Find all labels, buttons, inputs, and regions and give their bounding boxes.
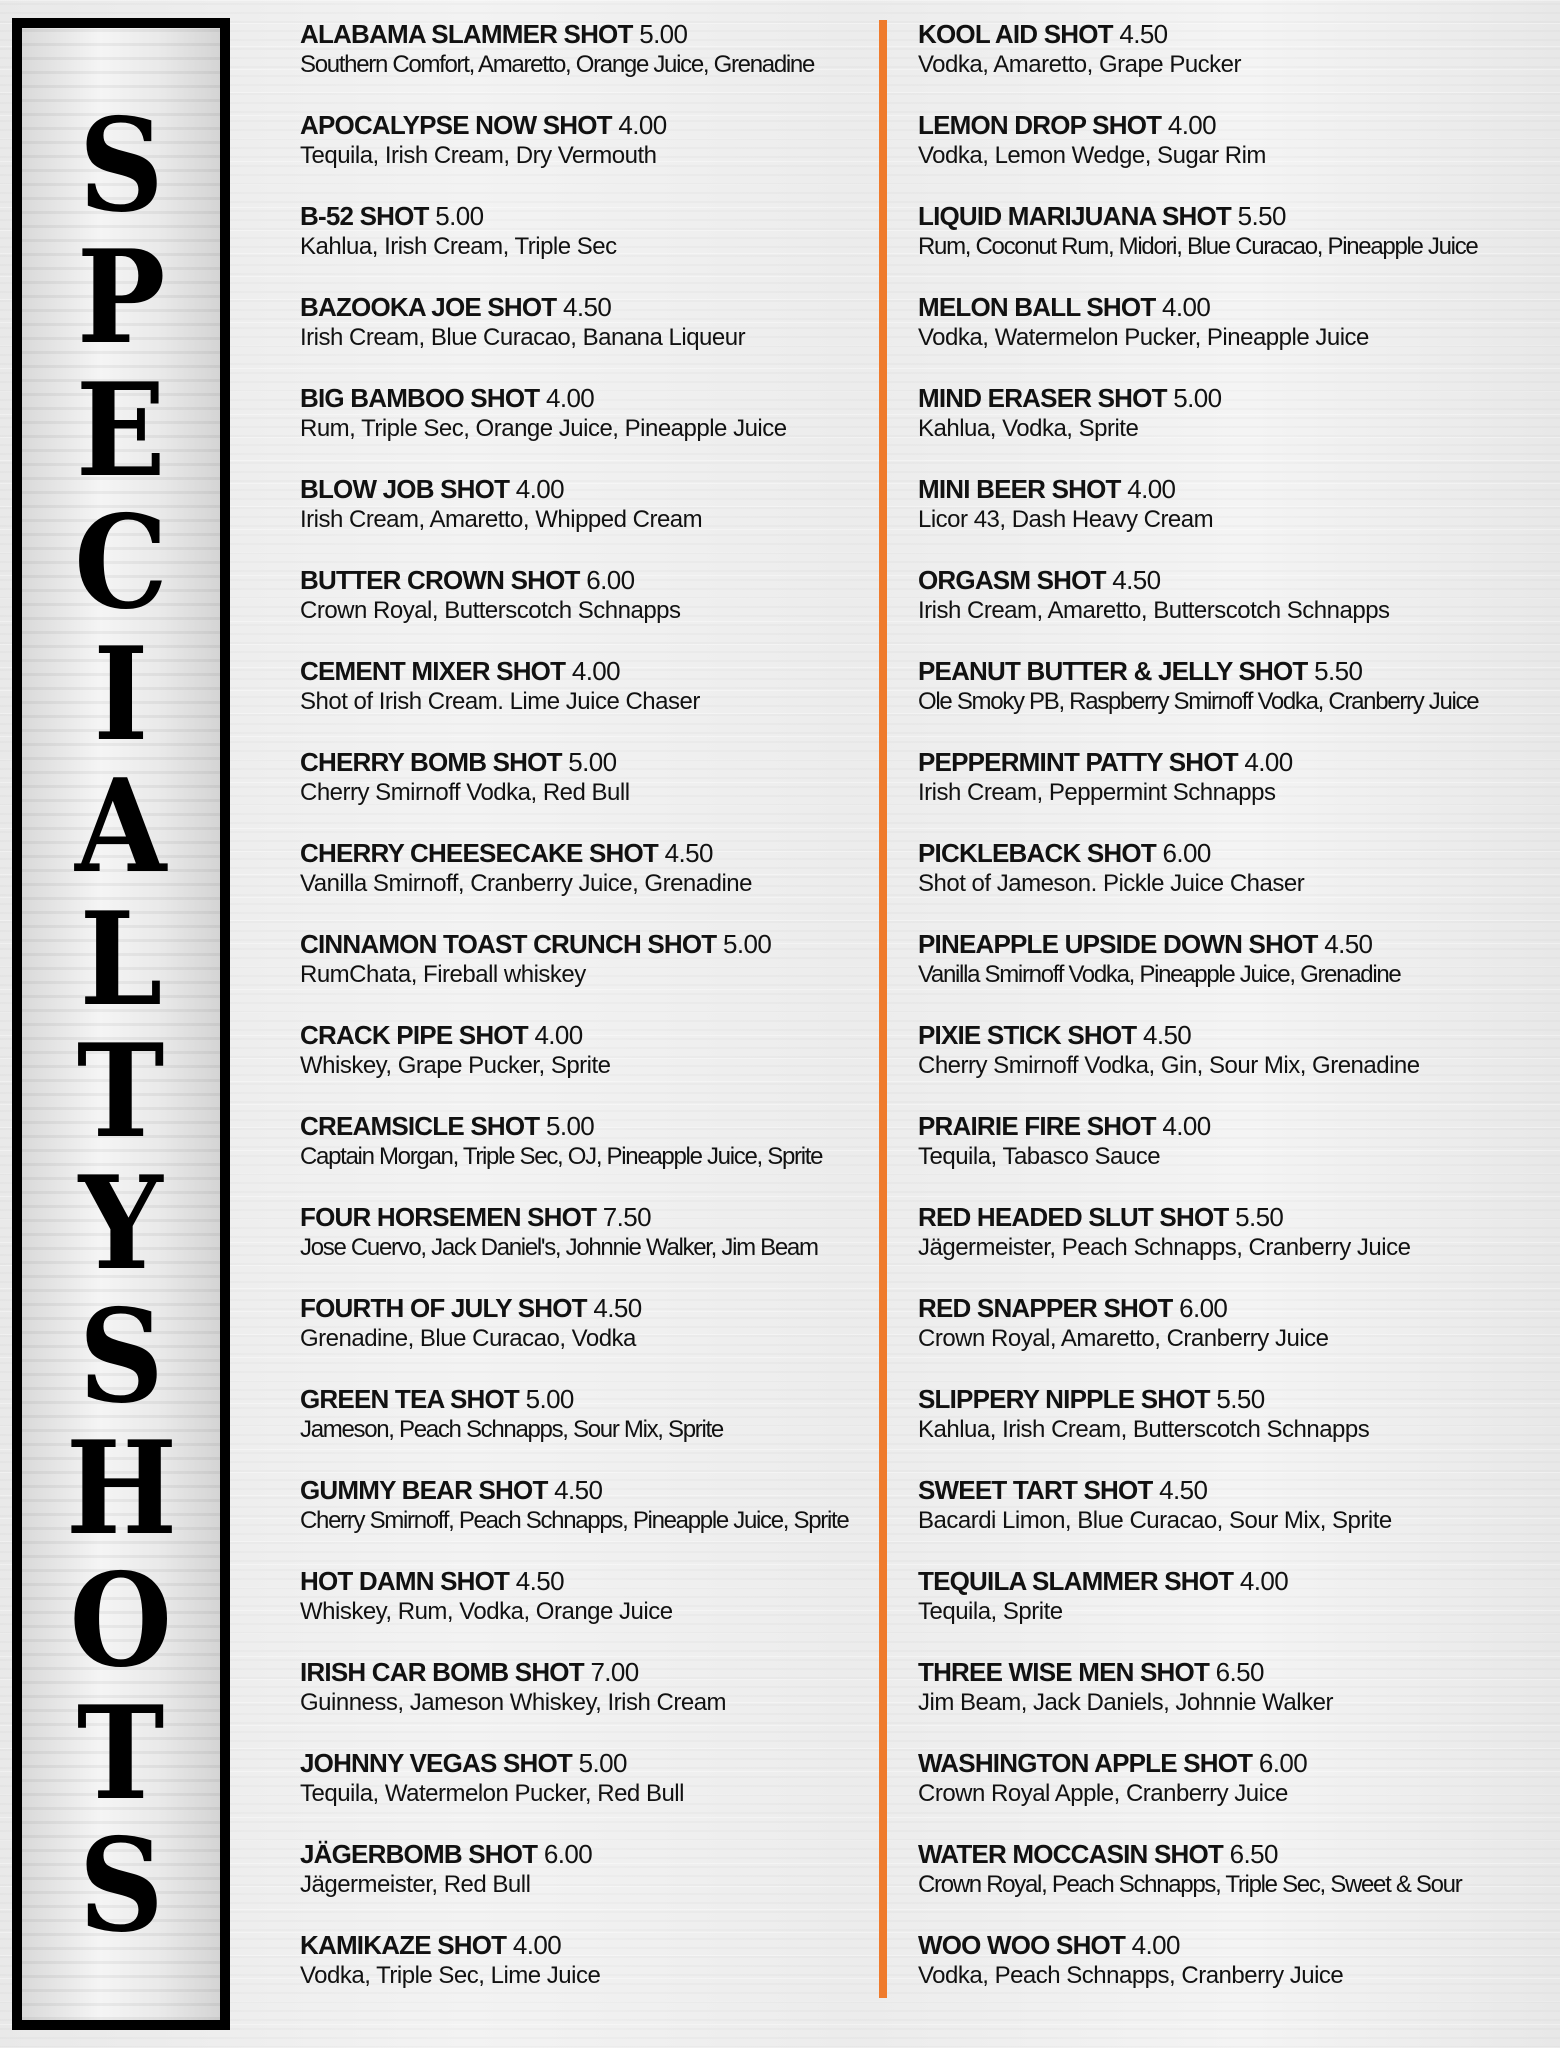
menu-item-name: TEQUILA SLAMMER SHOT — [918, 1566, 1234, 1596]
menu-item-ingredients: Irish Cream, Amaretto, Butterscotch Schnapps — [918, 597, 1390, 624]
menu-item-heading — [300, 1747, 870, 1779]
menu-item-name: THREE WISE MEN SHOT — [918, 1657, 1210, 1687]
menu-item-ingredients: Whiskey, Rum, Vodka, Orange Juice — [300, 1598, 673, 1625]
menu-item-ingredients: Crown Royal Apple, Cranberry Juice — [918, 1780, 1288, 1807]
menu-item — [300, 564, 870, 655]
menu-item-name: MELON BALL SHOT — [918, 292, 1156, 322]
title-letter: A — [75, 752, 167, 903]
menu-item-price: 6.50 — [1229, 1839, 1278, 1869]
menu-item-heading — [918, 109, 1554, 141]
menu-item — [918, 655, 1554, 746]
menu-item-ingredients: Jameson, Peach Schnapps, Sour Mix, Sprite — [300, 1416, 723, 1443]
menu-item-ingredients: Bacardi Limon, Blue Curacao, Sour Mix, Sprite — [918, 1507, 1392, 1534]
menu-item-name: FOUR HORSEMEN SHOT — [300, 1202, 597, 1232]
menu-column-right — [918, 18, 1554, 2020]
menu-item-name: HOT DAMN SHOT — [300, 1566, 510, 1596]
menu-item-ingredients: Kahlua, Vodka, Sprite — [918, 415, 1139, 442]
menu-item-ingredients: Jose Cuervo, Jack Daniel's, Johnnie Walker, Jim Beam — [300, 1234, 818, 1261]
menu-item-price: 4.50 — [554, 1475, 603, 1505]
menu-item — [918, 291, 1554, 382]
menu-item-price: 6.00 — [1258, 1748, 1308, 1778]
menu-item-name: MIND ERASER SHOT — [918, 383, 1167, 413]
menu-item-heading — [300, 382, 870, 414]
menu-item-heading — [918, 655, 1554, 687]
menu-item-name: PINEAPPLE UPSIDE DOWN SHOT — [918, 929, 1318, 959]
menu-item — [918, 564, 1554, 655]
menu-item-price: 4.00 — [1131, 1930, 1180, 1960]
menu-item-name: KAMIKAZE SHOT — [300, 1930, 507, 1960]
menu-item — [300, 1656, 870, 1747]
menu-item — [918, 109, 1554, 200]
menu-item-ingredients: Ole Smoky PB, Raspberry Smirnoff Vodka, Cranberry Juice — [918, 688, 1479, 715]
menu-item-name: WASHINGTON APPLE SHOT — [918, 1748, 1253, 1778]
menu-item-ingredients: Captain Morgan, Triple Sec, OJ, Pineapple Juice, Sprite — [300, 1143, 823, 1170]
menu-item-ingredients: Jim Beam, Jack Daniels, Johnnie Walker — [918, 1689, 1333, 1716]
menu-item-price: 4.00 — [1162, 1111, 1211, 1141]
menu-item — [918, 1929, 1554, 2020]
menu-item-heading — [300, 18, 870, 50]
menu-item — [918, 200, 1554, 291]
title-letter: T — [77, 1017, 165, 1168]
menu-item-heading — [918, 291, 1554, 323]
menu-item-ingredients: Kahlua, Irish Cream, Triple Sec — [300, 233, 617, 260]
menu-item-heading — [300, 1383, 870, 1415]
menu-item-ingredients: Tequila, Tabasco Sauce — [918, 1143, 1161, 1170]
menu-item — [300, 1019, 870, 1110]
menu-item-heading — [300, 1292, 870, 1324]
menu-item-ingredients: Crown Royal, Amaretto, Cranberry Juice — [918, 1325, 1329, 1352]
menu-item-name: LIQUID MARIJUANA SHOT — [918, 201, 1232, 231]
menu-item-price: 5.00 — [1173, 383, 1222, 413]
menu-item-name: BUTTER CROWN SHOT — [300, 565, 580, 595]
menu-item-name: GREEN TEA SHOT — [300, 1384, 519, 1414]
menu-item-heading — [918, 746, 1554, 778]
menu-item-ingredients: Whiskey, Grape Pucker, Sprite — [300, 1052, 611, 1079]
menu-item-price: 7.50 — [602, 1202, 652, 1232]
title-letter: S — [78, 91, 164, 241]
menu-item — [300, 1383, 870, 1474]
menu-item-heading — [918, 382, 1554, 414]
menu-item-heading — [918, 1838, 1554, 1870]
menu-item-heading — [300, 1110, 870, 1142]
menu-item-name: BIG BAMBOO SHOT — [300, 383, 540, 413]
menu-item-price: 6.00 — [1162, 838, 1211, 868]
menu-item-name: APOCALYPSE NOW SHOT — [300, 110, 612, 140]
menu-item-name: PIXIE STICK SHOT — [918, 1020, 1137, 1050]
menu-item-name: ALABAMA SLAMMER SHOT — [300, 19, 633, 49]
title-letter: C — [74, 487, 168, 638]
menu-item-price: 5.00 — [578, 1748, 627, 1778]
menu-item-price: 6.50 — [1215, 1657, 1264, 1687]
menu-item — [300, 1110, 870, 1201]
menu-item-ingredients: Irish Cream, Amaretto, Whipped Cream — [300, 506, 703, 533]
menu-item-name: BAZOOKA JOE SHOT — [300, 292, 557, 322]
menu-item-name: PICKLEBACK SHOT — [918, 838, 1156, 868]
menu-item — [300, 655, 870, 746]
menu-item-name: KOOL AID SHOT — [918, 19, 1113, 49]
menu-item-price: 4.50 — [563, 292, 612, 322]
menu-item-name: B-52 SHOT — [300, 201, 429, 231]
menu-item-name: BLOW JOB SHOT — [300, 474, 510, 504]
menu-item — [918, 1110, 1554, 1201]
menu-item-ingredients: Vodka, Peach Schnapps, Cranberry Juice — [918, 1962, 1344, 1989]
title-letter: I — [93, 620, 149, 771]
menu-item-price: 4.00 — [1162, 292, 1211, 322]
menu-item-heading — [918, 564, 1554, 596]
title-letter: S — [78, 1281, 164, 1432]
menu-item-heading — [918, 1383, 1554, 1415]
menu-item-price: 4.50 — [664, 838, 713, 868]
menu-item-ingredients: Vodka, Amaretto, Grape Pucker — [918, 51, 1242, 78]
title-letter: H — [65, 1413, 177, 1564]
menu-item-price: 4.50 — [515, 1566, 564, 1596]
menu-item-heading — [300, 1929, 870, 1961]
title-letter: L — [79, 884, 163, 1035]
menu-item-heading — [918, 18, 1554, 50]
title-letter: E — [76, 355, 166, 506]
menu-item-name: GUMMY BEAR SHOT — [300, 1475, 548, 1505]
menu-item-heading — [918, 200, 1554, 232]
title-letter: P — [76, 223, 166, 374]
menu-item-heading — [300, 928, 870, 960]
menu-item-ingredients: Irish Cream, Peppermint Schnapps — [918, 779, 1276, 806]
menu-item-name: CRACK PIPE SHOT — [300, 1020, 528, 1050]
menu-item-heading — [300, 1474, 870, 1506]
menu-item-heading — [300, 564, 870, 596]
menu-item-price: 4.00 — [571, 656, 621, 686]
menu-item — [918, 1656, 1554, 1747]
menu-item-ingredients: Tequila, Sprite — [918, 1598, 1063, 1625]
menu-item-heading — [918, 1474, 1554, 1506]
menu-item-price: 4.00 — [1127, 474, 1176, 504]
menu-item — [918, 382, 1554, 473]
title-letter: O — [69, 1546, 173, 1697]
menu-item — [918, 1019, 1554, 1110]
menu-item-ingredients: Licor 43, Dash Heavy Cream — [918, 506, 1214, 533]
menu-item — [918, 928, 1554, 1019]
menu-item-ingredients: Vanilla Smirnoff Vodka, Pineapple Juice, Grenadine — [918, 961, 1401, 988]
menu-item — [300, 746, 870, 837]
menu-item-price: 4.00 — [534, 1020, 583, 1050]
menu-item — [300, 837, 870, 928]
menu-item-price: 6.00 — [586, 565, 635, 595]
menu-item-heading — [300, 1565, 870, 1597]
menu-item-name: WATER MOCCASIN SHOT — [918, 1839, 1223, 1869]
menu-item — [300, 1838, 870, 1929]
menu-item-price: 5.50 — [1314, 656, 1363, 686]
menu-item — [918, 746, 1554, 837]
menu-item-ingredients: Tequila, Watermelon Pucker, Red Bull — [300, 1780, 684, 1807]
menu-item-price: 6.00 — [543, 1839, 593, 1869]
menu-item-name: SLIPPERY NIPPLE SHOT — [918, 1384, 1210, 1414]
menu-item-name: FOURTH OF JULY SHOT — [300, 1293, 587, 1323]
menu-item-name: CHERRY CHEESECAKE SHOT — [300, 838, 659, 868]
menu-item-ingredients: Vodka, Lemon Wedge, Sugar Rim — [918, 142, 1266, 169]
menu-item-name: SWEET TART SHOT — [918, 1475, 1153, 1505]
menu-item-name: MINI BEER SHOT — [918, 474, 1121, 504]
menu-item-price: 4.00 — [515, 474, 564, 504]
menu-item-price: 5.00 — [435, 201, 484, 231]
menu-item-ingredients: Cherry Smirnoff, Peach Schnapps, Pineapple Juice, Sprite — [300, 1507, 849, 1534]
menu-item-ingredients: Vodka, Watermelon Pucker, Pineapple Juice — [918, 324, 1369, 351]
menu-item-name: PRAIRIE FIRE SHOT — [918, 1111, 1156, 1141]
menu-item-price: 5.00 — [568, 747, 617, 777]
menu-item-price: 4.00 — [1244, 747, 1293, 777]
menu-item-heading — [918, 1292, 1554, 1324]
menu-item-heading — [918, 1565, 1554, 1597]
menu-item — [300, 1929, 870, 2020]
menu-item-price: 4.50 — [1142, 1020, 1192, 1050]
menu-item — [918, 1747, 1554, 1838]
menu-item-price: 5.50 — [1216, 1384, 1265, 1414]
menu-item-ingredients: Vanilla Smirnoff, Cranberry Juice, Grenadine — [300, 870, 752, 897]
menu-item-heading — [918, 1929, 1554, 1961]
menu-item-ingredients: Jägermeister, Peach Schnapps, Cranberry Juice — [918, 1234, 1411, 1261]
menu-item-name: CINNAMON TOAST CRUNCH SHOT — [300, 929, 717, 959]
menu-item-name: RED SNAPPER SHOT — [918, 1293, 1173, 1323]
menu-column-left — [300, 18, 870, 2020]
menu-item-heading — [300, 1019, 870, 1051]
menu-item-name: RED HEADED SLUT SHOT — [918, 1202, 1229, 1232]
menu-item-price: 5.50 — [1235, 1202, 1284, 1232]
menu-item-name: LEMON DROP SHOT — [918, 110, 1162, 140]
menu-item-heading — [300, 200, 870, 232]
menu-item-price: 4.00 — [1167, 110, 1217, 140]
menu-item-heading — [300, 473, 870, 505]
menu-item-heading — [300, 1838, 870, 1870]
menu-item-ingredients: Shot of Irish Cream. Lime Juice Chaser — [300, 688, 700, 715]
menu-item-ingredients: Southern Comfort, Amaretto, Orange Juice, Grenadine — [300, 51, 815, 78]
menu-item — [300, 1201, 870, 1292]
menu-item-price: 4.00 — [545, 383, 595, 413]
menu-item-ingredients: Grenadine, Blue Curacao, Vodka — [300, 1325, 636, 1352]
menu-item-ingredients: Rum, Triple Sec, Orange Juice, Pineapple Juice — [300, 415, 787, 442]
menu-item-ingredients: Kahlua, Irish Cream, Butterscotch Schnapps — [918, 1416, 1370, 1443]
menu-item-name: CEMENT MIXER SHOT — [300, 656, 566, 686]
menu-item-heading — [918, 1747, 1554, 1779]
menu-item-heading — [300, 837, 870, 869]
menu-item-ingredients: Shot of Jameson. Pickle Juice Chaser — [918, 870, 1305, 897]
menu-item-ingredients: Crown Royal, Butterscotch Schnapps — [300, 597, 681, 624]
menu-item-heading — [300, 291, 870, 323]
menu-item — [918, 1201, 1554, 1292]
menu-item-price: 4.00 — [1239, 1566, 1289, 1596]
menu-item-price: 5.00 — [545, 1111, 595, 1141]
menu-item-ingredients: Cherry Smirnoff Vodka, Red Bull — [300, 779, 630, 806]
banner-board — [22, 28, 220, 2020]
menu-item — [300, 928, 870, 1019]
menu-item-ingredients: Guinness, Jameson Whiskey, Irish Cream — [300, 1689, 727, 1716]
menu-item-ingredients: Jägermeister, Red Bull — [300, 1871, 531, 1898]
menu-item-price: 4.50 — [593, 1293, 642, 1323]
menu-item-heading — [918, 1110, 1554, 1142]
menu-item — [918, 1383, 1554, 1474]
title-letter: S — [78, 1810, 164, 1961]
menu-item-price: 6.00 — [1179, 1293, 1228, 1323]
menu-item-ingredients: Irish Cream, Blue Curacao, Banana Liqueur — [300, 324, 746, 351]
menu-item — [300, 382, 870, 473]
menu-item-ingredients: Crown Royal, Peach Schnapps, Triple Sec, Sweet & Sour — [918, 1871, 1462, 1898]
menu-item-ingredients: Tequila, Irish Cream, Dry Vermouth — [300, 142, 657, 169]
menu-item-ingredients: Rum, Coconut Rum, Midori, Blue Curacao, Pineapple Juice — [918, 233, 1478, 260]
menu-item-name: CHERRY BOMB SHOT — [300, 747, 562, 777]
specialty-shots-banner — [12, 18, 230, 2030]
menu-item-name: IRISH CAR BOMB SHOT — [300, 1657, 584, 1687]
menu-item-heading — [300, 655, 870, 687]
menu-item — [918, 1474, 1554, 1565]
menu-item-price: 4.00 — [512, 1930, 562, 1960]
menu-item-price: 5.00 — [639, 19, 688, 49]
menu-item-heading — [918, 837, 1554, 869]
title-letter: T — [77, 1678, 165, 1829]
menu-item — [300, 200, 870, 291]
menu-item-price: 5.00 — [723, 929, 772, 959]
menu-item — [300, 1747, 870, 1838]
menu-item-heading — [300, 109, 870, 141]
menu-item — [300, 18, 870, 109]
menu-item — [300, 1292, 870, 1383]
menu-item-price: 4.50 — [1159, 1475, 1208, 1505]
menu-item-name: ORGASM SHOT — [918, 565, 1106, 595]
menu-item-heading — [918, 1201, 1554, 1233]
menu-item — [300, 109, 870, 200]
menu-item — [300, 1565, 870, 1656]
menu-item-ingredients: Cherry Smirnoff Vodka, Gin, Sour Mix, Grenadine — [918, 1052, 1420, 1079]
menu-item — [918, 1292, 1554, 1383]
menu-item-heading — [918, 473, 1554, 505]
menu-item-price: 4.50 — [1119, 19, 1168, 49]
menu-item-name: JÄGERBOMB SHOT — [300, 1839, 538, 1869]
menu-item — [918, 18, 1554, 109]
menu-item — [918, 837, 1554, 928]
menu-item — [300, 1474, 870, 1565]
menu-item-ingredients: RumChata, Fireball whiskey — [300, 961, 586, 988]
menu-item-heading — [918, 1656, 1554, 1688]
menu-item — [300, 291, 870, 382]
menu-item — [918, 1565, 1554, 1656]
menu-item-heading — [300, 1201, 870, 1233]
column-divider — [879, 20, 887, 1998]
menu-item-name: PEANUT BUTTER & JELLY SHOT — [918, 656, 1308, 686]
menu-item-price: 7.00 — [590, 1657, 639, 1687]
menu-item-name: JOHNNY VEGAS SHOT — [300, 1748, 572, 1778]
menu-item-price: 5.50 — [1237, 201, 1286, 231]
menu-item-heading — [918, 1019, 1554, 1051]
menu-item-price: 4.50 — [1324, 929, 1373, 959]
menu-item-heading — [300, 746, 870, 778]
menu-item-heading — [300, 1656, 870, 1688]
menu-item-heading — [918, 928, 1554, 960]
menu-item-price: 5.00 — [525, 1384, 574, 1414]
menu-item — [918, 473, 1554, 564]
menu-item-name: CREAMSICLE SHOT — [300, 1111, 540, 1141]
menu-item — [300, 473, 870, 564]
menu-item-price: 4.50 — [1112, 565, 1161, 595]
menu-item-name: WOO WOO SHOT — [918, 1930, 1126, 1960]
menu-item-ingredients: Vodka, Triple Sec, Lime Juice — [300, 1962, 601, 1989]
menu-item — [918, 1838, 1554, 1929]
menu-item-name: PEPPERMINT PATTY SHOT — [918, 747, 1238, 777]
menu-item-price: 4.00 — [618, 110, 667, 140]
title-letter: Y — [78, 1149, 164, 1300]
